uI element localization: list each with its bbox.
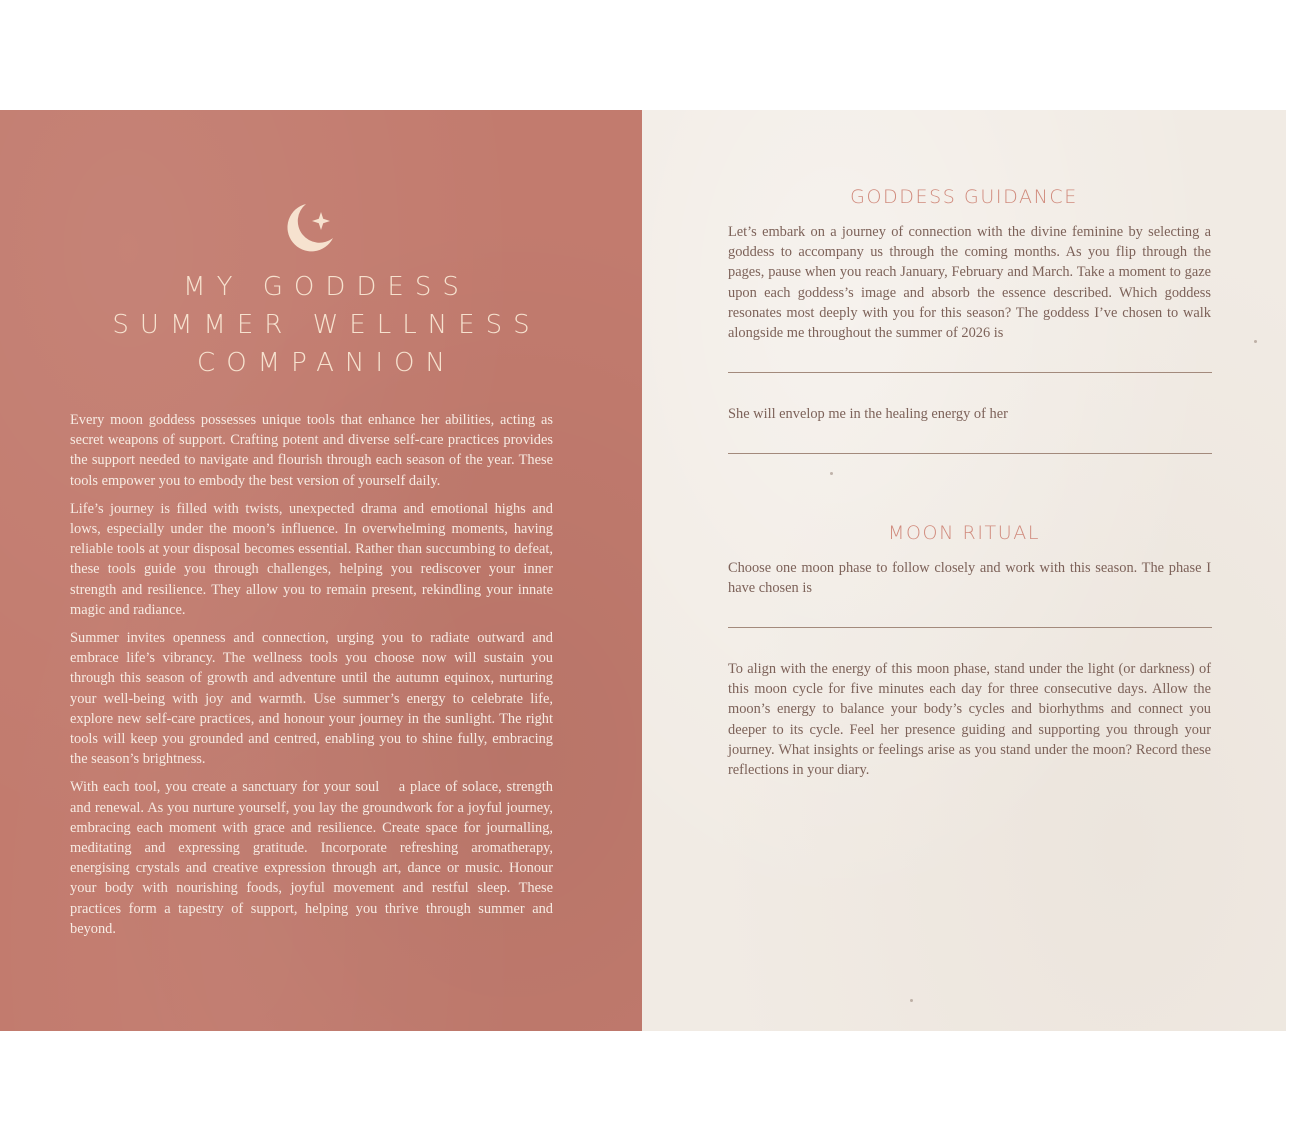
intro-paragraph-2: Life’s journey is filled with twists, unexpected drama and emotional highs and lows, especially under the moon’s influence. In overwhelming moments, having reliable tools at your disposal becomes essential. Rather than succumbing to defeat, these tools guide you through challenges, helping you rediscover your inner strength and resilience. They allow you to remain present, rekindling your innate magic and radiance.	[70, 500, 553, 618]
intro-paragraph-1: Every moon goddess possesses unique tools that enhance her abilities, acting as secret weapons of support. Crafting potent and diverse self-care practices provides the support needed to navigate and flourish through each season of the year. These tools empower you to embody the best version of yourself daily.	[70, 412, 553, 489]
goddess-guidance-heading: GODDESS GUIDANCE	[850, 186, 1078, 208]
book-spread	[0, 110, 1286, 1031]
left-page	[0, 110, 642, 1031]
moon-ritual-heading: MOON RITUAL	[887, 522, 1041, 544]
moon-ritual-text: To align with the energy of this moon phase, stand under the light (or darkness) of this moon cycle for five minutes each day for three consecutive days. Allow the moon’s energy to balance your body’s cycles and biorhythms and connect you deeper to its cycle. Feel her presence guiding and supporting you through your journey. What insights or feelings arise as you stand under the moon? Record these reflections in your diary.	[728, 661, 1211, 779]
moon-phase-answer-line[interactable]	[728, 627, 1212, 628]
paper-speck	[830, 472, 833, 475]
goddess-guidance-text: Let’s embark on a journey of connection with the divine feminine by selecting a goddess to accompany us through the coming months. As you flip through the pages, pause when you reach January, February and March. Take a moment to gaze upon each goddess’s image and absorb the essence described. Which goddess resonates most deeply with you for this season? The goddess I’ve chosen to walk alongside me throughout the summer of 2026 is	[728, 224, 1211, 342]
crescent-moon-star-icon	[279, 198, 341, 260]
intro-paragraph-3: Summer invites openness and connection, urging you to radiate outward and embrace life’s vibrancy. The wellness tools you choose now will sustain you through this season of growth and adventure until the autumn equinox, nurturing your well-being with joy and warmth. Use summer’s energy to celebrate life, explore new self-care practices, and honour your journey in the sunlight. The right tools will keep you grounded and centred, enabling you to shine fully, embracing the season’s brightness.	[70, 630, 553, 768]
goddess-answer-line[interactable]	[728, 372, 1212, 373]
healing-energy-answer-line[interactable]	[728, 453, 1212, 454]
title-line-3: COMPANION	[197, 348, 456, 378]
intro-text	[70, 410, 557, 947]
right-page	[642, 110, 1286, 1031]
page-title	[0, 268, 642, 382]
title-line-1: MY GODDESS	[183, 272, 470, 302]
paper-speck	[1254, 340, 1257, 343]
moon-phase-prompt: Choose one moon phase to follow closely and work with this season. The phase I have chosen is	[728, 560, 1211, 597]
paper-speck	[910, 999, 913, 1002]
title-line-2: SUMMER WELLNESS	[112, 310, 541, 340]
healing-energy-prompt: She will envelop me in the healing energy of her	[728, 406, 1008, 422]
intro-paragraph-4: With each tool, you create a sanctuary for your soul a place of solace, strength and renewal. As you nurture yourself, you lay the groundwork for a joyful journey, embracing each moment with grace and resilience. Create space for journalling, meditating and expressing gratitude. Incorporate refreshing aromatherapy, energising crystals and creative expression through art, dance or music. Honour your body with nourishing foods, joyful movement and restful sleep. These practices form a tapestry of support, helping you thrive through summer and beyond.	[70, 779, 557, 937]
